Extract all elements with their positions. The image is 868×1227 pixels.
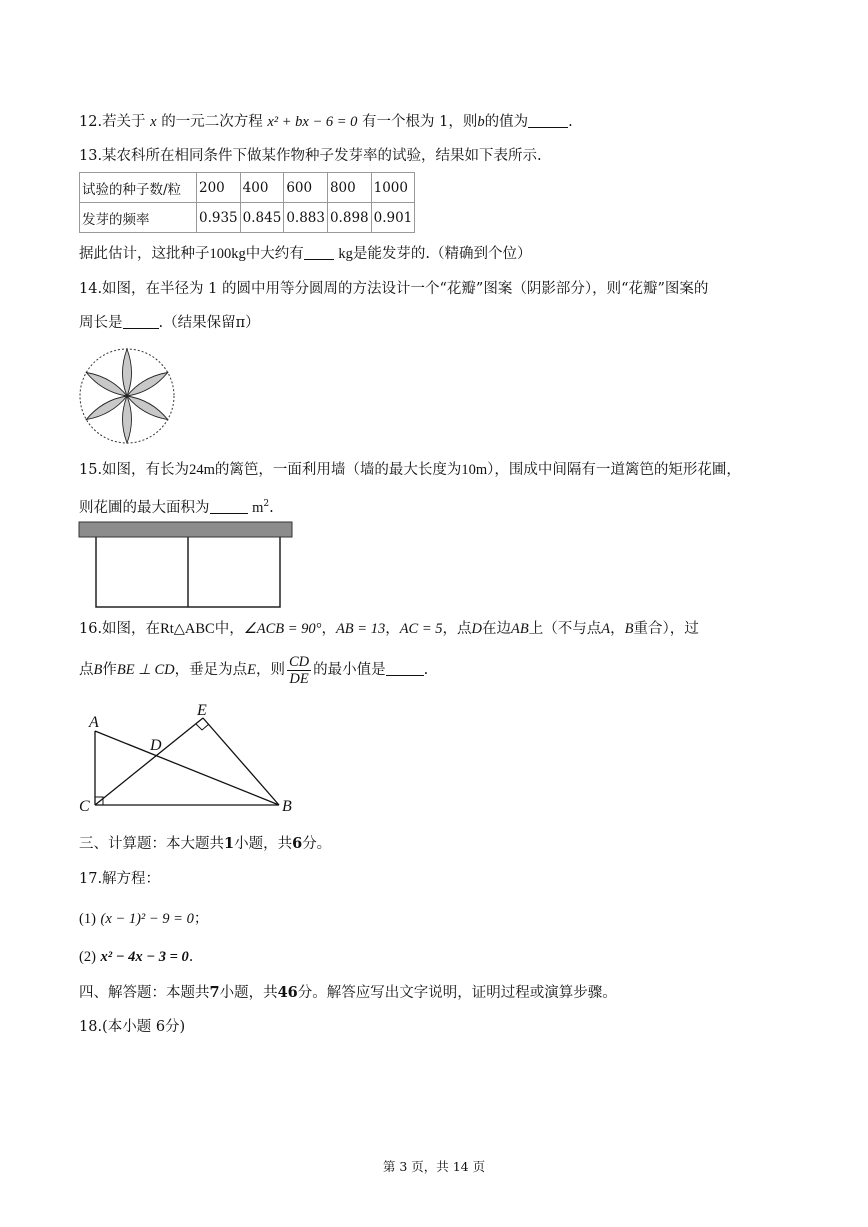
label-c: C	[79, 798, 90, 815]
label-e: E	[197, 702, 207, 719]
section-4-heading: 四、解答题：本题共7小题，共46分。解答应写出文字说明，证明过程或演算步骤。	[79, 984, 617, 1001]
question-15-line2: 则花圃的最大面积为 $m^2$.	[79, 499, 274, 516]
question-17-part2: (2) x² − 4x − 3 = 0.	[79, 949, 194, 965]
question-14-line2: 周长是 .（结果保留π）	[79, 315, 260, 331]
question-13-conclusion: 据此估计，这批种子100kg中大约有 kg是能发芽的.（精确到个位）	[79, 246, 532, 262]
label-b: B	[282, 798, 292, 815]
answer-blank	[304, 245, 334, 260]
answer-blank	[386, 661, 424, 676]
label-d: D	[150, 737, 162, 754]
question-18: 18.(本小题 6分)	[79, 1019, 186, 1035]
question-17-part1: (1) (x − 1)² − 9 = 0；	[79, 911, 209, 927]
label-a: A	[89, 714, 99, 731]
section-3-heading: 三、计算题：本大题共1小题，共6分。	[79, 835, 332, 852]
flower-petal-figure	[77, 346, 177, 446]
answer-blank	[123, 314, 159, 329]
seed-germination-table	[79, 172, 415, 233]
table-row: 发芽的频率 0.935 0.845 0.883 0.898 0.901	[80, 203, 415, 233]
fraction-cd-de: $\frac{CD}{DE}$	[288, 653, 310, 687]
question-16: 16.如图，在Rt△ABC中，∠ACB = 90°，AB = 13，AC = 5，点D在边AB上（不与点A，B重合），过	[79, 621, 699, 637]
answer-blank	[528, 113, 568, 128]
wall	[79, 522, 292, 537]
page-footer: 第 3 页，共 14 页	[382, 1159, 486, 1174]
q12-equation: x² + bx − 6 = 0	[267, 114, 358, 130]
garden-figure	[77, 520, 297, 612]
question-15: 15.如图，有长为24m的篱笆，一面利用墙（墙的最大长度为10m），围成中间隔有一道篱笆的矩形花圃，	[79, 462, 741, 478]
question-12: 12.若关于 x 的一元二次方程 x² + bx − 6 = 0 有一个根为 1，则b的值为 .	[79, 114, 573, 130]
question-14: 14.如图，在半径为 1 的圆中用等分圆周的方法设计一个“花瓣”图案（阴影部分），则“花瓣”图案的	[79, 281, 709, 297]
question-16-line2: 点B作BE ⊥ CD，垂足为点E，则 $\frac{CD}{DE}$ 的最小值是 .	[79, 653, 429, 687]
question-17: 17.解方程：	[79, 871, 161, 887]
question-13: 13.某农科所在相同条件下做某作物种子发芽率的试验，结果如下表所示.	[79, 148, 542, 164]
table-row: 试验的种子数/粒 200 400 600 800 1000	[80, 173, 415, 203]
triangle-figure	[75, 700, 305, 818]
answer-blank	[210, 499, 248, 514]
